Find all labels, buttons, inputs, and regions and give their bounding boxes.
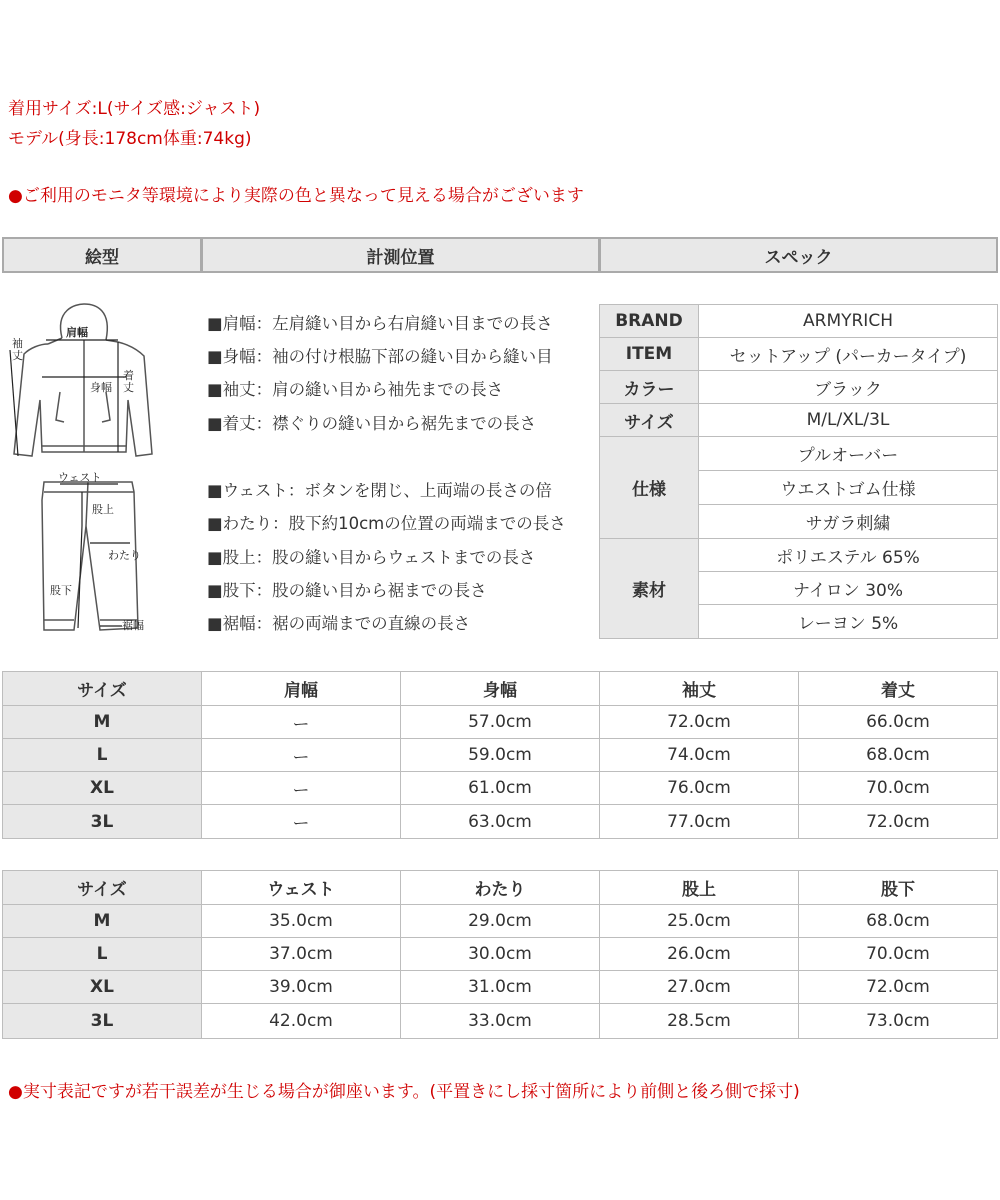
- table-cell: 26.0cm: [599, 937, 799, 971]
- measure-item: ■股下：股の縫い目から裾までの長さ: [207, 581, 487, 600]
- spec-detail-label: 仕様: [599, 436, 699, 539]
- measure-item: ■股上：股の縫い目からウェストまでの長さ: [207, 548, 536, 567]
- table-cell: 68.0cm: [798, 904, 998, 938]
- top-table-header: 袖丈: [599, 671, 799, 706]
- top-table-size-cell: M: [2, 705, 202, 739]
- table-cell: 72.0cm: [599, 705, 799, 739]
- table-cell: 72.0cm: [798, 970, 998, 1004]
- table-cell: 31.0cm: [400, 970, 600, 1004]
- header-spec: スペック: [599, 237, 998, 273]
- table-cell: 63.0cm: [400, 804, 600, 839]
- measure-item: ■わたり：股下約10cmの位置の両端までの長さ: [207, 514, 566, 533]
- table-cell: 70.0cm: [798, 771, 998, 805]
- bottom-table-size-cell: L: [2, 937, 202, 971]
- table-cell: 74.0cm: [599, 738, 799, 772]
- top-table-size-cell: L: [2, 738, 202, 772]
- table-cell: 57.0cm: [400, 705, 600, 739]
- table-cell: 35.0cm: [201, 904, 401, 938]
- table-cell: ー: [201, 771, 401, 805]
- table-cell: 33.0cm: [400, 1003, 600, 1039]
- bottom-table-header: サイズ: [2, 870, 202, 905]
- label-total-length: 着丈: [123, 369, 134, 394]
- table-cell: 27.0cm: [599, 970, 799, 1004]
- table-cell: 25.0cm: [599, 904, 799, 938]
- top-table-header: 着丈: [798, 671, 998, 706]
- spec-material-value: ポリエステル 65%: [698, 538, 998, 572]
- table-cell: 72.0cm: [798, 804, 998, 839]
- spec-material-value: ナイロン 30%: [698, 571, 998, 605]
- model-note: モデル(身長:178cm体重:74kg): [8, 129, 252, 149]
- header-pattern: 絵型: [2, 237, 202, 273]
- measure-warning: ●実寸表記ですが若干誤差が生じる場合が御座います。(平置きにし採寸箇所により前側と後ろ側で採寸): [8, 1082, 800, 1102]
- spec-brand-value: ARMYRICH: [698, 304, 998, 338]
- table-cell: 70.0cm: [798, 937, 998, 971]
- top-table-header: サイズ: [2, 671, 202, 706]
- spec-material-label: 素材: [599, 538, 699, 639]
- monitor-warning: ●ご利用のモニタ等環境により実際の色と異なって見える場合がございます: [8, 186, 584, 206]
- label-shoulder: 肩幅: [66, 326, 88, 339]
- measure-item: ■袖丈：肩の縫い目から袖先までの長さ: [207, 380, 504, 399]
- bottom-table-size-cell: M: [2, 904, 202, 938]
- size-worn-note: 着用サイズ:L(サイズ感:ジャスト): [8, 99, 261, 119]
- table-cell: 37.0cm: [201, 937, 401, 971]
- table-cell: ー: [201, 705, 401, 739]
- measure-item: ■裾幅：裾の両端までの直線の長さ: [207, 614, 471, 633]
- spec-size-label: サイズ: [599, 403, 699, 437]
- table-cell: 29.0cm: [400, 904, 600, 938]
- label-rise: 股上: [92, 503, 114, 516]
- bottom-table-header: 股上: [599, 870, 799, 905]
- table-cell: ー: [201, 738, 401, 772]
- bottom-table-header: ウェスト: [201, 870, 401, 905]
- spec-brand-label: BRAND: [599, 304, 699, 338]
- table-cell: ー: [201, 804, 401, 839]
- bottom-table-size-cell: 3L: [2, 1003, 202, 1039]
- label-body-width: 身幅: [90, 381, 112, 394]
- bottom-table-header: 股下: [798, 870, 998, 905]
- measure-item: ■ウェスト：ボタンを閉じ、上両端の長さの倍: [207, 481, 552, 500]
- spec-size-value: M/L/XL/3L: [698, 403, 998, 437]
- top-table-size-cell: XL: [2, 771, 202, 805]
- table-cell: 28.5cm: [599, 1003, 799, 1039]
- bottom-table-header: わたり: [400, 870, 600, 905]
- spec-detail-value: ウエストゴム仕様: [698, 470, 998, 505]
- spec-item-value: セットアップ (パーカータイプ): [698, 337, 998, 371]
- measure-item: ■肩幅：左肩縫い目から右肩縫い目までの長さ: [207, 314, 553, 333]
- top-table-size-cell: 3L: [2, 804, 202, 839]
- label-hem: 裾幅: [122, 619, 144, 632]
- table-cell: 61.0cm: [400, 771, 600, 805]
- table-cell: 42.0cm: [201, 1003, 401, 1039]
- spec-detail-value: プルオーバー: [698, 436, 998, 471]
- label-waist: ウェスト: [58, 471, 102, 484]
- top-table-header: 肩幅: [201, 671, 401, 706]
- spec-item-label: ITEM: [599, 337, 699, 371]
- spec-detail-value: サガラ刺繍: [698, 504, 998, 539]
- table-cell: 39.0cm: [201, 970, 401, 1004]
- table-cell: 76.0cm: [599, 771, 799, 805]
- bottom-table-size-cell: XL: [2, 970, 202, 1004]
- table-cell: 68.0cm: [798, 738, 998, 772]
- measure-item: ■身幅：袖の付け根脇下部の縫い目から縫い目: [207, 347, 553, 366]
- table-cell: 66.0cm: [798, 705, 998, 739]
- measure-item: ■着丈：襟ぐりの縫い目から裾先までの長さ: [207, 414, 537, 433]
- table-cell: 59.0cm: [400, 738, 600, 772]
- label-sleeve: 袖丈: [12, 337, 23, 362]
- spec-color-label: カラー: [599, 370, 699, 404]
- table-cell: 73.0cm: [798, 1003, 998, 1039]
- table-cell: 77.0cm: [599, 804, 799, 839]
- table-cell: 30.0cm: [400, 937, 600, 971]
- spec-material-value: レーヨン 5%: [698, 604, 998, 639]
- spec-color-value: ブラック: [698, 370, 998, 404]
- header-measure-position: 計測位置: [201, 237, 600, 273]
- label-thigh: わたり: [108, 549, 141, 562]
- label-inseam: 股下: [50, 584, 72, 597]
- top-table-header: 身幅: [400, 671, 600, 706]
